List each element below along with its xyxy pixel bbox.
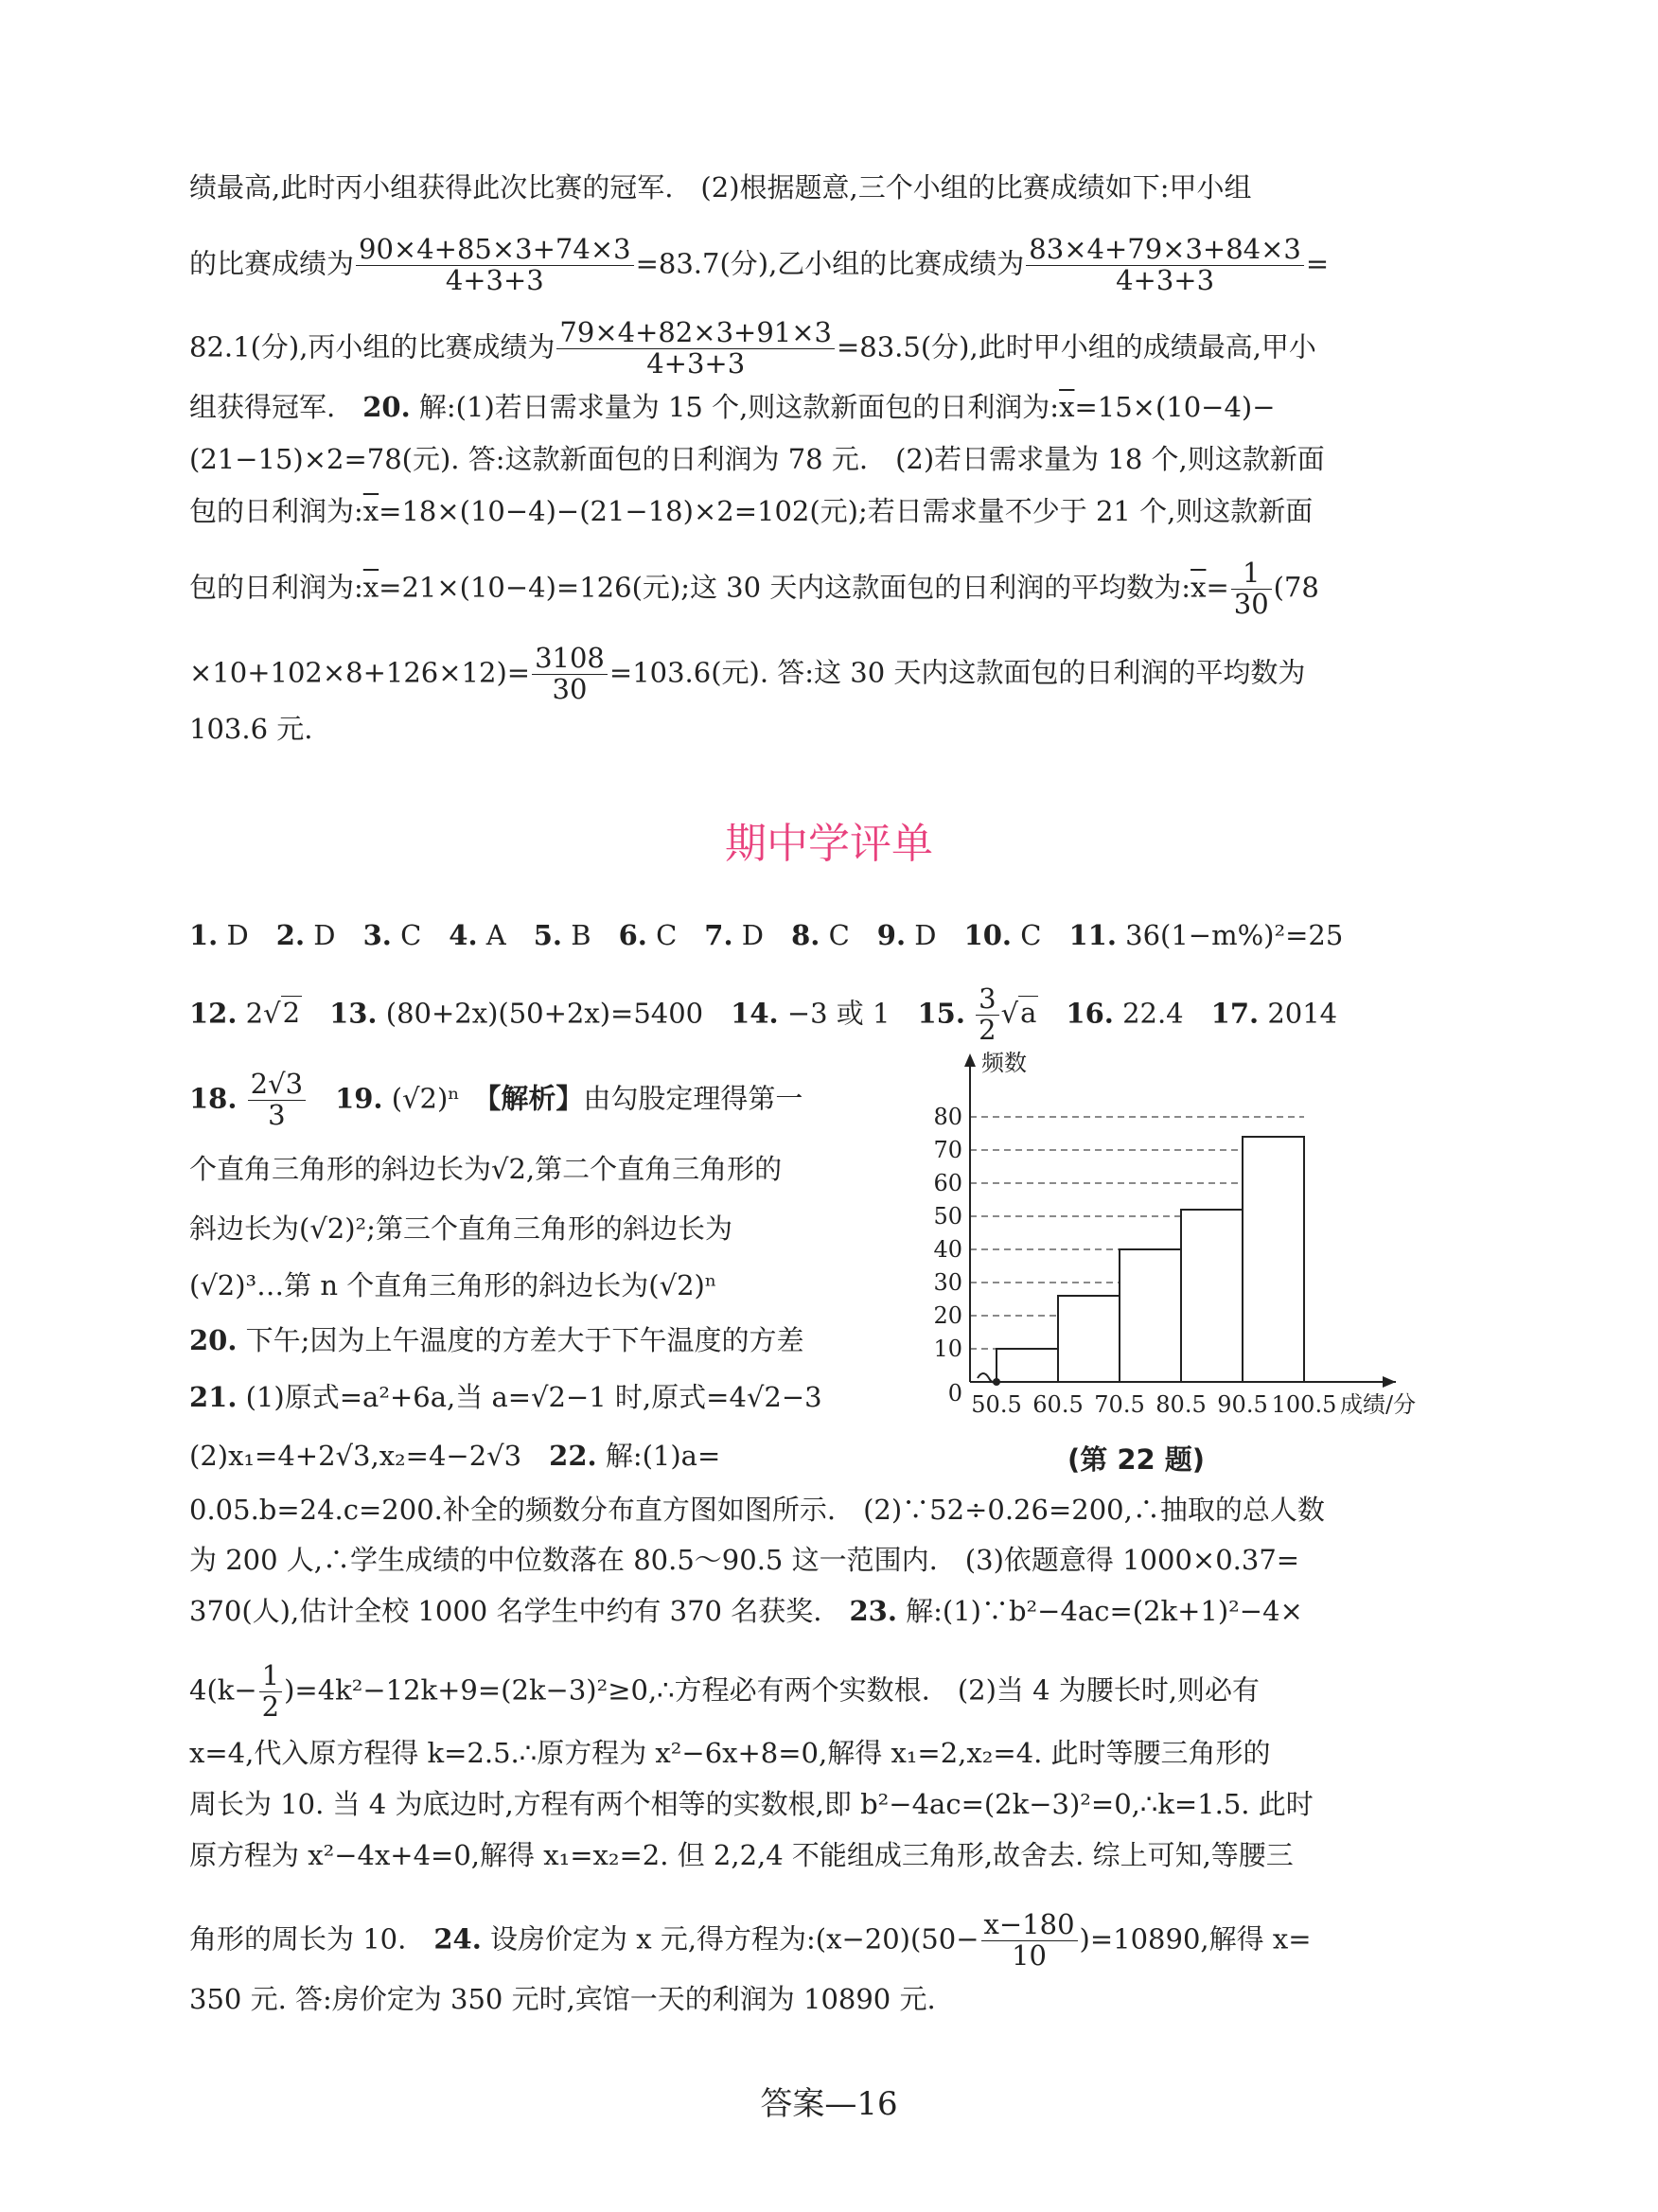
y-tick-label: 20 [933, 1302, 962, 1329]
fraction-1-30: $\frac{1}{30}$ [1231, 558, 1272, 620]
p3-line-3: 370(人),估计全校 1000 名学生中约有 370 名获奖. 23. 解:(1)∵b²−4ac=(2k+1)²−4× [189, 1595, 1303, 1627]
histogram-bar [1243, 1137, 1304, 1382]
origin-dot [993, 1378, 1000, 1386]
y-axis-arrow [964, 1053, 976, 1067]
answers-row-1: 1. D 2. D 3. C 4. A 5. B 6. C 7. D 8. C 9. D 10. C 11. 36(1−m%)²=25 [189, 919, 1344, 951]
y-tick-label: 50 [933, 1203, 962, 1230]
x-tick-label: 90.5 [1217, 1391, 1268, 1418]
left-col-2: 斜边长为(√2)²;第三个直角三角形的斜边长为 [189, 1212, 732, 1245]
p1-line-9: 103.6 元. [189, 713, 313, 745]
x-tick-label: 80.5 [1155, 1391, 1207, 1418]
fraction-jia: $\frac{90\times 4+85\times 3+74\times 3}{4+3+3}$ [356, 235, 634, 296]
origin-label: 0 [947, 1380, 962, 1407]
answers-row-2: 12. 2√2 13. (80+2x)(50+2x)=5400 14. −3 或 1 15. $\frac{3}{2}$ √a 16. 22.4 17. 2014 [189, 982, 1338, 1046]
left-col-3: (√2)³…第 n 个直角三角形的斜边长为(√2)ⁿ [189, 1269, 717, 1301]
page-footer: 答案—16 [760, 2085, 898, 2123]
p1-line-6: 包的日利润为$:\overline{x}=18\times(10-4)-(21-18)\times 2=102$(元);若日需求量不少于 21 个,则这款新面 [189, 495, 1314, 527]
histogram-bar [997, 1349, 1058, 1382]
x-tick-label: 70.5 [1094, 1391, 1145, 1418]
fraction-1-2: $\frac{1}{2}$ [259, 1661, 282, 1723]
fraction-bing: $\frac{79\times 4+82\times 3+91\times 3}{4+3+3}$ [556, 318, 835, 380]
p3-line-8: 角形的周长为 10. 24. 设房价定为 x 元,得方程为:(x−20)(50− $\frac{x-180}{10}$ )=10890,解得 x= [189, 1908, 1312, 1972]
p3-line-9: 350 元. 答:房价定为 350 元时,宾馆一天的利润为 10890 元. [189, 1983, 936, 2015]
y-tick-label: 10 [933, 1336, 962, 1362]
left-col-6: (2)x₁=4+2√3,x₂=4−2√3 22. 解:(1)a= [189, 1440, 721, 1472]
p1-line-7: 包的日利润为$:\overline{x}=21\times(10-4)=126$(元);这 30 天内这款面包的日利润的平均数为$:\overline{x}=$ $\frac{1}{30}$ (78 [189, 557, 1319, 620]
fraction-yi: $\frac{83\times 4+79\times 3+84\times 3}{4+3+3}$ [1026, 235, 1304, 296]
x-tick-label: 100.5 [1271, 1391, 1337, 1418]
p3-line-6: 周长为 10. 当 4 为底边时,方程有两个相等的实数根,即 b²−4ac=(2k−3)²=0,∴k=1.5. 此时 [189, 1788, 1314, 1820]
histogram-bar [1120, 1249, 1181, 1382]
y-tick-label: 30 [933, 1269, 962, 1296]
left-col-1: 个直角三角形的斜边长为√2,第二个直角三角形的 [189, 1153, 783, 1185]
y-axis-title: 频数 [981, 1050, 1027, 1076]
fraction-3108-30: $\frac{3108}{30}$ [532, 644, 608, 705]
x-axis-arrow [1383, 1376, 1396, 1388]
x-tick-label: 60.5 [1032, 1391, 1084, 1418]
p3-line-5: x=4,代入原方程得 k=2.5.∴原方程为 x²−6x+8=0,解得 x₁=2,x₂=4. 此时等腰三角形的 [189, 1737, 1271, 1769]
left-col-4: 20. 下午;因为上午温度的方差大于下午温度的方差 [189, 1324, 804, 1356]
fraction-x180-10: $\frac{x-180}{10}$ [981, 1910, 1078, 1972]
figure-caption: (第 22 题) [1067, 1443, 1206, 1476]
frequency-histogram [894, 1046, 1424, 1434]
section-title: 期中学评单 [725, 820, 933, 868]
y-tick-label: 80 [933, 1104, 962, 1130]
p1-line-5: (21−15)×2=78(元). 答:这款新面包的日利润为 78 元. (2)若日需求量为 18 个,则这款新面 [189, 443, 1325, 475]
fraction-2sqrt3-3: $\frac{2√3}{3}$ [248, 1070, 306, 1131]
histogram-bar [1058, 1296, 1120, 1382]
p1-line-8: ×10+102×8+126×12)= $\frac{3108}{30}$ =103.6(元). 答:这 30 天内这款面包的日利润的平均数为 [189, 642, 1306, 705]
p1-line-4: 组获得冠军. 20. 解:(1)若日需求量为 15 个,则这款新面包的日利润为$:\overline{x}=15\times(10-4)-$ [189, 391, 1276, 423]
left-col-5: 21. (1)原式=a²+6a,当 a=√2−1 时,原式=4√2−3 [189, 1381, 822, 1413]
p1-line-2: 的比赛成绩为 $\frac{90\times 4+85\times 3+74\times 3}{4+3+3}$ =83.7(分),乙小组的比赛成绩为 $\frac{83\times 4+79\times 3+84\times 3}{4+3+3}$ = [189, 233, 1330, 296]
p1-line-3: 82.1(分),丙小组的比赛成绩为 $\frac{79\times 4+82\times 3+91\times 3}{4+3+3}$ =83.5(分),此时甲小组的成绩最高,甲小 [189, 316, 1316, 380]
p3-line-4: 4(k− $\frac{1}{2}$ )=4k²−12k+9=(2k−3)²≥0,∴方程必有两个实数根. (2)当 4 为腰长时,则必有 [189, 1659, 1261, 1723]
fraction-3-2: $\frac{3}{2}$ [976, 984, 998, 1046]
x-axis-title: 成绩/分 [1340, 1391, 1417, 1418]
p3-line-7: 原方程为 x²−4x+4=0,解得 x₁=x₂=2. 但 2,2,4 不能组成三角形,故舍去. 综上可知,等腰三 [189, 1839, 1294, 1871]
p3-line-2: 为 200 人,∴学生成绩的中位数落在 80.5～90.5 这一范围内. (3)依题意得 1000×0.37= [189, 1544, 1300, 1576]
y-tick-label: 40 [933, 1236, 962, 1263]
histogram-bar [1181, 1210, 1243, 1382]
y-tick-label: 60 [933, 1170, 962, 1196]
p3-line-1: 0.05.b=24.c=200.补全的频数分布直方图如图所示. (2)∵52÷0.26=200,∴抽取的总人数 [189, 1494, 1325, 1526]
answers-row-3: 18. $\frac{2√3}{3}$ 19. (√2)ⁿ 【解析】由勾股定理得第一 [189, 1068, 803, 1131]
p1-line-1: 绩最高,此时丙小组获得此次比赛的冠军. (2)根据题意,三个小组的比赛成绩如下:甲小组 [189, 171, 1252, 204]
y-tick-label: 70 [933, 1137, 962, 1163]
x-tick-label: 50.5 [971, 1391, 1022, 1418]
